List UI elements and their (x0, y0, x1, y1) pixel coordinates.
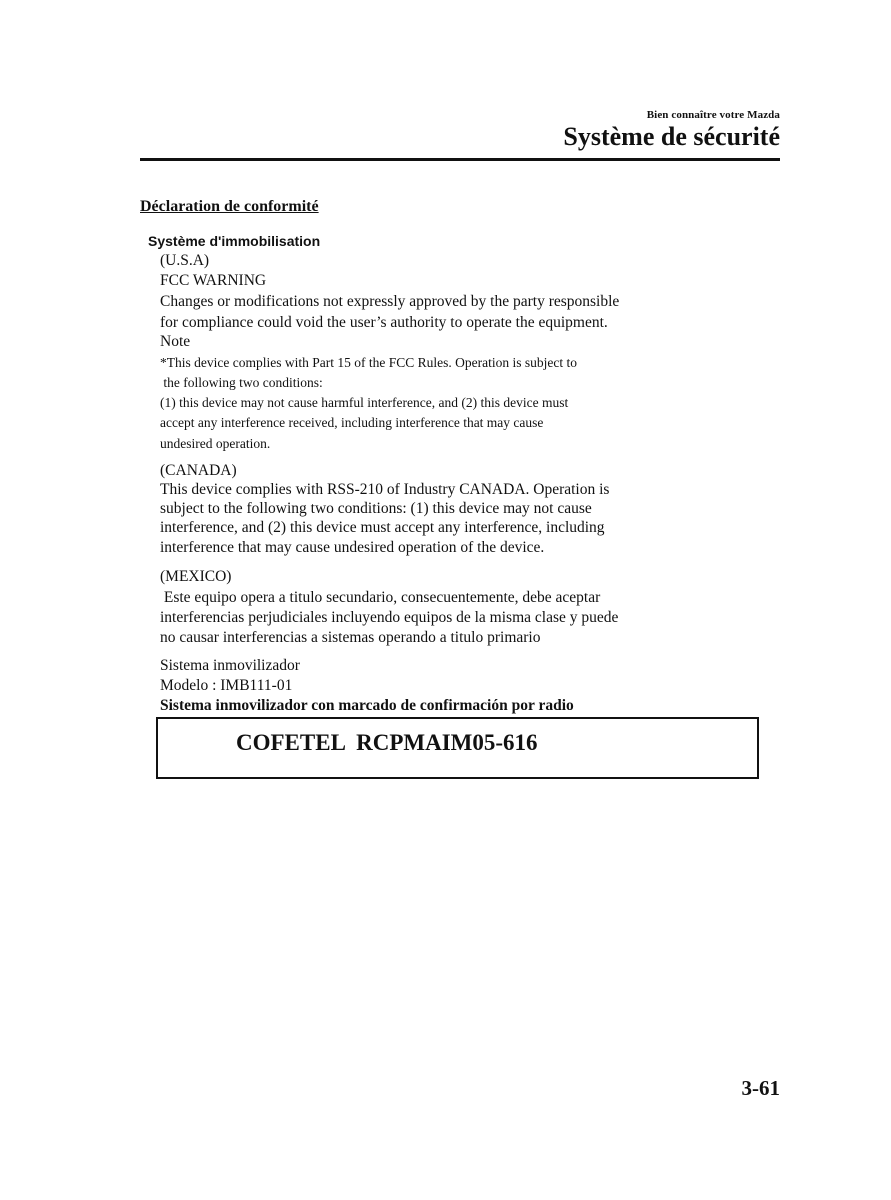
canada-text-line: interference, and (2) this device must accept any interference, including (160, 519, 605, 536)
mexico-text-line: Este equipo opera a titulo secundario, consecuentemente, debe aceptar (160, 589, 601, 606)
usa-text-line: Changes or modifications not expressly approved by the party responsible (160, 293, 620, 310)
section-subtitle: Système d'immobilisation (148, 233, 321, 249)
mexico-label: (MEXICO) (160, 568, 232, 585)
canada-label: (CANADA) (160, 462, 237, 479)
canada-text-line: subject to the following two conditions: (1) this device may not cause (160, 500, 592, 517)
mexico-text-line: interferencias perjudiciales incluyendo equipos de la misma clase y puede (160, 609, 619, 626)
page-number: 3-61 (741, 1076, 780, 1100)
fcc-text-line: undesired operation. (160, 436, 271, 451)
mexico-text-line: no causar interferencias a sistemas operando a titulo primario (160, 629, 541, 646)
radio-label: Sistema inmovilizador con marcado de confirmación por radio (160, 697, 574, 714)
canada-text-line: interference that may cause undesired operation of the device. (160, 539, 545, 556)
page-title: Système de sécurité (563, 122, 780, 151)
usa-note: Note (160, 333, 191, 350)
section-title: Déclaration de conformité (140, 198, 319, 215)
system-name: Sistema inmovilizador (160, 657, 300, 674)
fcc-warning: FCC WARNING (160, 272, 267, 289)
cofetel-code: COFETEL RCPMAIM05-616 (236, 730, 538, 755)
model-number: Modelo : IMB111-01 (160, 677, 293, 694)
fcc-text-line: accept any interference received, including interference that may cause (160, 415, 544, 430)
usa-label: (U.S.A) (160, 252, 210, 269)
fcc-text-line: *This device complies with Part 15 of the FCC Rules. Operation is subject to (160, 355, 577, 370)
fcc-text-line: the following two conditions: (160, 375, 323, 390)
usa-text-line: for compliance could void the user’s authority to operate the equipment. (160, 314, 608, 331)
header-divider (140, 158, 780, 161)
header-subtitle: Bien connaître votre Mazda (646, 109, 780, 121)
canada-text-line: This device complies with RSS-210 of Industry CANADA. Operation is (160, 481, 610, 498)
fcc-text-line: (1) this device may not cause harmful interference, and (2) this device must (160, 395, 569, 410)
